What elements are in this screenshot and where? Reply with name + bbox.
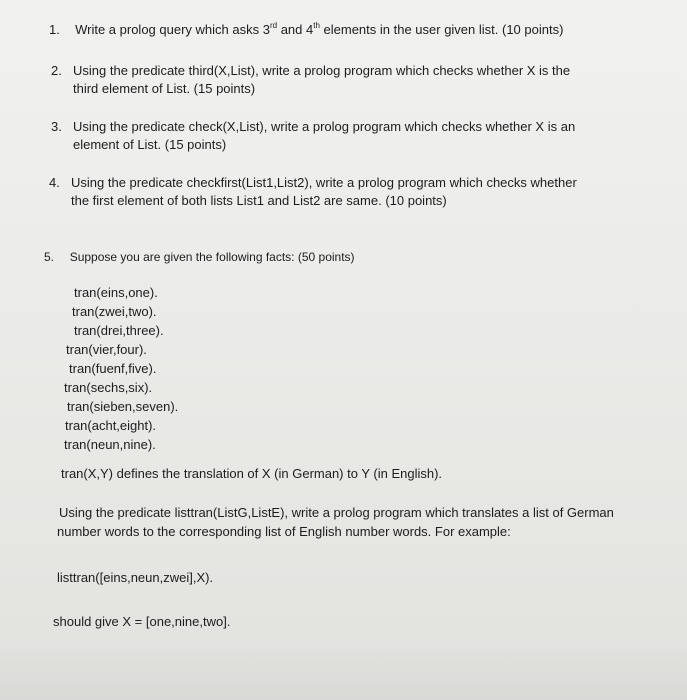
question-4-line-2: the first element of both lists List1 and List2 are same. (10 points) [71,193,447,208]
question-2-line-2: third element of List. (15 points) [73,81,256,96]
question-1-text-a: Write a prolog query which asks 3 [75,22,270,37]
fact-5: tran(fuenf,five). [69,361,157,376]
question-3-line-1: Using the predicate check(X,List), write a prolog program which checks whether X is an [73,119,576,134]
task-line-2: number words to the corresponding list of English number words. For example: [57,524,511,539]
fact-1: tran(eins,one). [74,285,158,300]
question-4-number: 4. [49,175,60,190]
question-4 [49,174,577,210]
question-1-text-c: elements in the user given list. (10 points) [319,22,564,37]
question-3 [51,118,575,154]
fact-2: tran(zwei,two). [72,304,157,319]
question-2 [51,62,570,98]
paper-shadow [0,640,687,700]
translation-definition: tran(X,Y) defines the translation of X (in German) to Y (in English). [61,466,443,481]
fact-9: tran(neun,nine). [64,437,156,452]
question-4-line-1: Using the predicate checkfirst(List1,List2), write a prolog program which checks whether [71,175,577,190]
question-5-number: 5. [44,250,55,264]
question-3-line-2: element of List. (15 points) [73,137,227,152]
fact-6: tran(sechs,six). [64,380,153,395]
question-1-sup-rd: rd [269,20,278,30]
question-5-intro-text: Suppose you are given the following facts: (50 points) [69,250,355,264]
task-line-1: Using the predicate listtran(ListG,ListE), write a prolog program which translates a list of German [59,505,614,520]
question-1-text-b: and 4 [277,22,314,37]
fact-7: tran(sieben,seven). [67,399,179,414]
fact-3: tran(drei,three). [74,323,164,338]
fact-4: tran(vier,four). [66,342,147,357]
question-1 [49,21,563,39]
question-2-line-1: Using the predicate third(X,List), write a prolog program which checks whether X is the [73,63,571,78]
question-1-sup-th: th [313,20,320,30]
fact-8: tran(acht,eight). [65,418,157,433]
example-query: listtran([eins,neun,zwei],X). [57,570,214,585]
example-result: should give X = [one,nine,two]. [53,614,231,629]
question-1-number: 1. [49,22,60,37]
question-5-intro [44,248,355,266]
question-2-number: 2. [51,63,62,78]
question-3-number: 3. [51,119,62,134]
